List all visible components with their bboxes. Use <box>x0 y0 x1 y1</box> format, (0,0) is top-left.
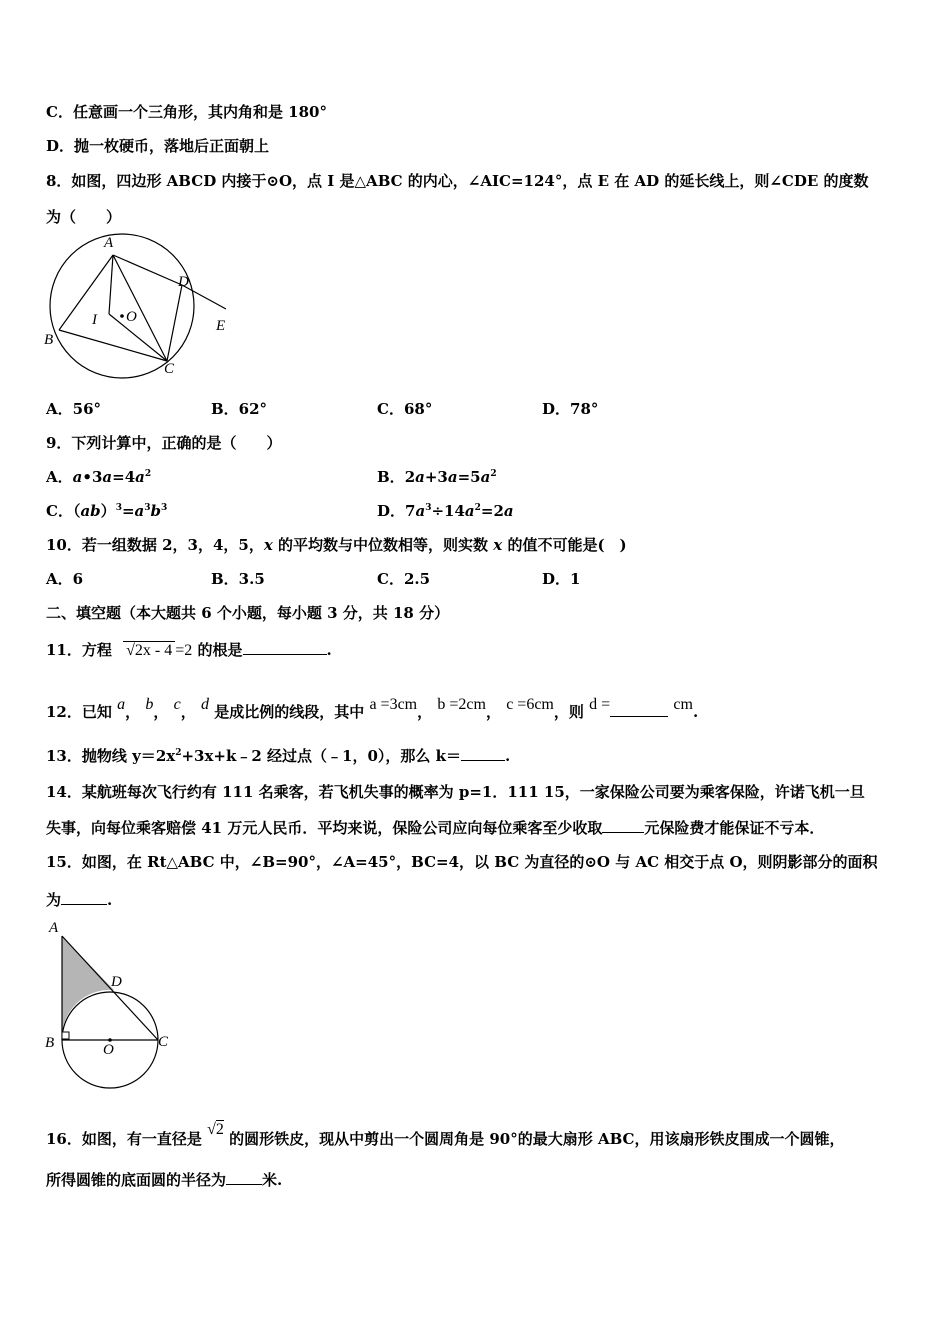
q14-stem-line1: 14．某航班每次飞行约有 111 名乘客，若飞机失事的概率为 p=1．111 15，一家保险公司要为乘客保险，许诺飞机一旦 <box>46 783 865 801</box>
q15-shaded-region <box>62 936 114 1040</box>
q12-answer-blank[interactable] <box>610 702 668 717</box>
q14-answer-blank[interactable] <box>602 818 644 833</box>
q10-option-c: C．2.5 <box>377 570 431 588</box>
q16-stem-line2: 所得圆锥的底面圆的半径为 米. <box>46 1171 283 1189</box>
q14-stem-line2: 失事，向每位乘客赔偿 41 万元人民币．平均来说，保险公司应向每位乘客至少收取 元保险费才能保证不亏本． <box>46 819 825 837</box>
q15-stem-line1: 15．如图，在 Rt△ABC 中，∠B=90°，∠A=45°，BC=4，以 BC 为直径的⊙O 与 AC 相交于点 O，则阴影部分的面积 <box>46 853 878 871</box>
q15-figure <box>40 918 180 1090</box>
q8-stem-line2: 为（ ） <box>46 208 122 226</box>
q8-figure <box>40 232 240 382</box>
q15-right-angle-mark <box>62 1032 69 1039</box>
q8-label-e: E <box>216 318 226 334</box>
q8-label-i: I <box>92 312 97 328</box>
q8-label-d: D <box>178 274 189 290</box>
section-2-heading: 二、填空题（本大题共 6 个小题，每小题 3 分，共 18 分） <box>46 604 450 622</box>
q9-option-a: A．$a•3a=4a^2$ <box>46 468 152 486</box>
q9-option-d: D．$7a^3\div 14a^2=2a$ <box>377 502 514 520</box>
q8-option-a: A．56° <box>46 400 102 418</box>
q16-sqrt: √2 <box>207 1121 224 1138</box>
q10-option-b: B．3.5 <box>211 570 265 588</box>
q15-answer-blank[interactable] <box>61 890 107 905</box>
q7-option-c: C．任意画一个三角形，其内角和是 180° <box>46 103 327 121</box>
q16-stem-line1: 16．如图，有一直径是 √2 的圆形铁皮，现从中剪出一个圆周角是 90°的最大扇形 ABC，用该扇形铁皮围成一个圆锥， <box>46 1121 845 1148</box>
q16-answer-blank[interactable] <box>226 1170 262 1185</box>
q10-option-d: D．1 <box>542 570 581 588</box>
q8-option-d: D．78° <box>542 400 599 418</box>
q8-stem-line1: 8．如图，四边形 ABCD 内接于⊙O，点 I 是△ABC 的内心，∠AIC=124°，点 E 在 AD 的延长线上，则∠CDE 的度数 <box>46 172 869 190</box>
q8-circle-o <box>50 234 194 378</box>
q9-option-b: B．$2a+3a=5a^2$ <box>377 468 497 486</box>
q8-label-o: O <box>126 309 137 325</box>
q9-stem: 9．下列计算中，正确的是（ ） <box>46 434 282 452</box>
q7-option-d: D．抛一枚硬币，落地后正面朝上 <box>46 137 270 155</box>
q8-option-c: C．68° <box>377 400 433 418</box>
q15-label-c: C <box>158 1034 169 1050</box>
q15-label-o: O <box>103 1042 114 1058</box>
q11-stem: 11．方程 √2x - 4 =2 的根是 . <box>46 641 332 659</box>
q10-stem: 10．若一组数据 2，3，4，5，x 的平均数与中位数相等，则实数 x 的值不可能是( ) <box>46 536 627 554</box>
q15-stem-line2: 为 . <box>46 891 113 909</box>
q15-label-d: D <box>111 974 122 990</box>
q9-option-c: C．$(ab)^3=a^3b^3$ <box>46 502 168 520</box>
q8-option-b: B．62° <box>211 400 268 418</box>
q15-label-a: A <box>49 920 59 936</box>
q13-answer-blank[interactable] <box>461 746 505 761</box>
q11-sqrt: √2x - 4 <box>123 641 175 659</box>
q11-answer-blank[interactable] <box>243 640 327 655</box>
q8-label-a: A <box>104 235 114 251</box>
q8-label-b: B <box>44 332 54 348</box>
q15-label-b: B <box>45 1035 55 1051</box>
q8-label-c: C <box>164 361 175 377</box>
q12-stem: 12．已知 a， b， c， d 是成比例的线段，其中 a =3cm， b =2cm， c =6cm，则 d = cm. <box>46 696 699 721</box>
q13-stem: 13．抛物线 $y=2x^2+3x+k﹣2$ 经过点（﹣1，0），那么 k＝ . <box>46 747 511 765</box>
q10-option-a: A．6 <box>46 570 84 588</box>
